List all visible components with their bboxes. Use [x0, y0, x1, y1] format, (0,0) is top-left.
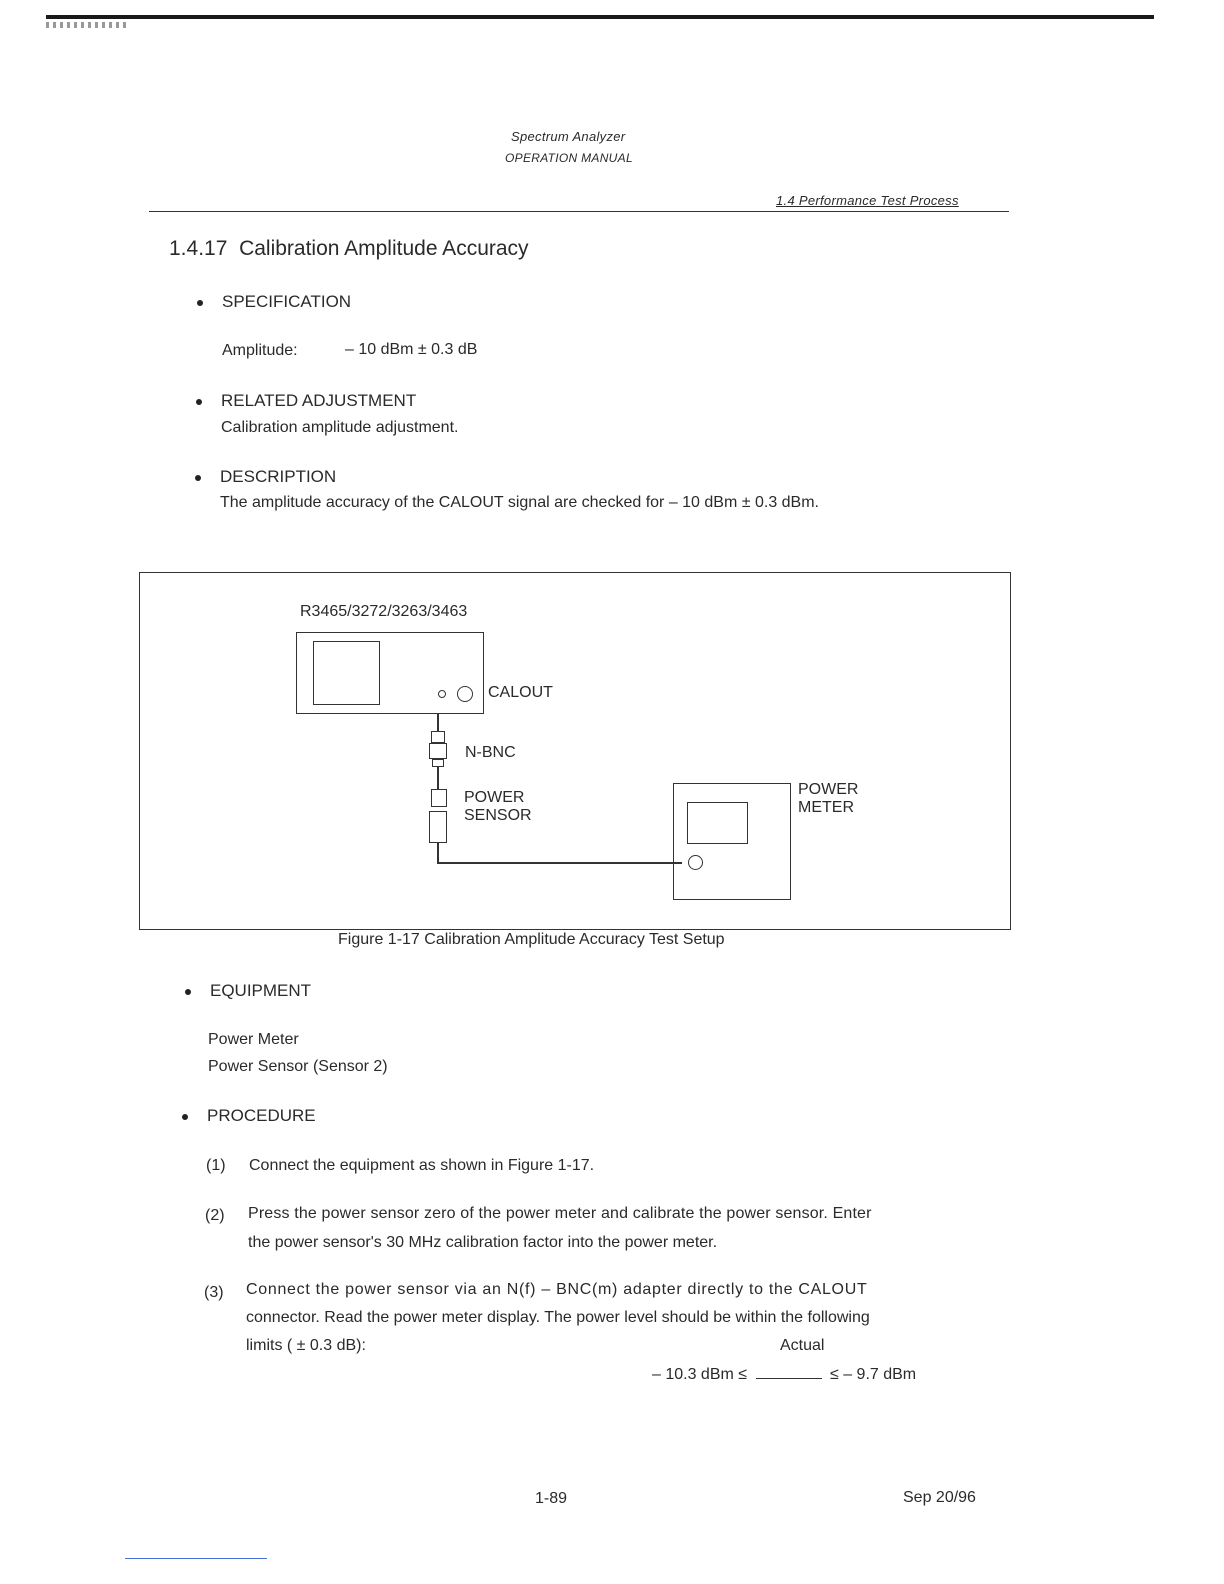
actual-label: Actual [780, 1337, 825, 1354]
limits-row [652, 1364, 916, 1384]
analyzer-knob [438, 690, 446, 698]
step-text: Connect the power sensor via an N(f) – BNC(m) adapter directly to the CALOUT [246, 1281, 868, 1298]
manual-subtitle: OPERATION MANUAL [505, 151, 633, 165]
amplitude-value: – 10 dBm ± 0.3 dB [345, 341, 478, 358]
step-number: (2) [205, 1207, 225, 1224]
page-number: 1-89 [535, 1490, 568, 1507]
power-meter-display [687, 802, 748, 844]
equipment-item: Power Sensor (Sensor 2) [208, 1058, 388, 1075]
section-title: Calibration Amplitude Accuracy [239, 237, 529, 260]
adapter-label: N-BNC [465, 744, 516, 761]
description-heading: DESCRIPTION [220, 467, 337, 486]
adapter-top [431, 731, 445, 743]
related-adjustment-text: Calibration amplitude adjustment. [221, 419, 459, 436]
limit-high: ≤ – 9.7 dBm [829, 1366, 917, 1383]
power-meter [673, 783, 791, 900]
specification-heading: SPECIFICATION [222, 292, 352, 311]
sensor-label-line1: POWER [464, 789, 525, 806]
section-heading [169, 237, 529, 261]
analyzer-screen [313, 641, 380, 705]
analyzer-model-label: R3465/3272/3263/3463 [300, 603, 468, 620]
header-rule [149, 211, 1009, 212]
equipment-item: Power Meter [208, 1031, 299, 1048]
step-text: connector. Read the power meter display. The power level should be within the following [246, 1309, 870, 1326]
description-text: The amplitude accuracy of the CALOUT signal are checked for – 10 dBm ± 0.3 dBm. [220, 494, 819, 511]
power-sensor-body [429, 811, 447, 843]
calout-connector [457, 686, 473, 702]
step-text: Connect the equipment as shown in Figure 1-17. [249, 1157, 595, 1174]
step-text: limits ( ± 0.3 dB): [246, 1337, 366, 1354]
step-number: (1) [206, 1157, 226, 1174]
power-sensor-head [431, 789, 447, 807]
revision-date: Sep 20/96 [903, 1489, 976, 1506]
calout-label: CALOUT [488, 684, 553, 701]
amplitude-label: Amplitude: [222, 342, 298, 359]
equipment-heading: EQUIPMENT [210, 981, 312, 1000]
adapter-bottom [432, 759, 444, 767]
sensor-label-line2: SENSOR [464, 807, 532, 824]
step-number: (3) [204, 1284, 224, 1301]
test-setup-figure [139, 572, 1011, 930]
sensor-cable-horizontal [437, 862, 682, 864]
adapter-body [429, 743, 447, 759]
section-reference: 1.4 Performance Test Process [776, 193, 959, 208]
section-number: 1.4.17 [169, 237, 228, 260]
manual-title: Spectrum Analyzer [511, 129, 626, 144]
meter-label-line2: METER [798, 799, 854, 816]
calout-cable [437, 714, 439, 732]
meter-label-line1: POWER [798, 781, 859, 798]
step-text: the power sensor's 30 MHz calibration factor into the power meter. [248, 1234, 718, 1251]
actual-value-blank[interactable] [756, 1364, 822, 1379]
scan-artifact [46, 22, 126, 28]
procedure-heading: PROCEDURE [207, 1106, 316, 1125]
spectrum-analyzer [296, 632, 484, 714]
power-meter-input [688, 855, 703, 870]
sensor-cable-vertical [437, 843, 439, 863]
figure-caption: Figure 1-17 Calibration Amplitude Accuracy Test Setup [338, 931, 725, 948]
top-border-rule [46, 15, 1154, 19]
step-text: Press the power sensor zero of the power meter and calibrate the power sensor. Enter [248, 1205, 872, 1222]
limit-low: – 10.3 dBm ≤ [652, 1366, 748, 1383]
adapter-to-sensor-line [437, 767, 439, 789]
related-adjustment-heading: RELATED ADJUSTMENT [221, 391, 417, 410]
footer-link-line [125, 1558, 267, 1559]
